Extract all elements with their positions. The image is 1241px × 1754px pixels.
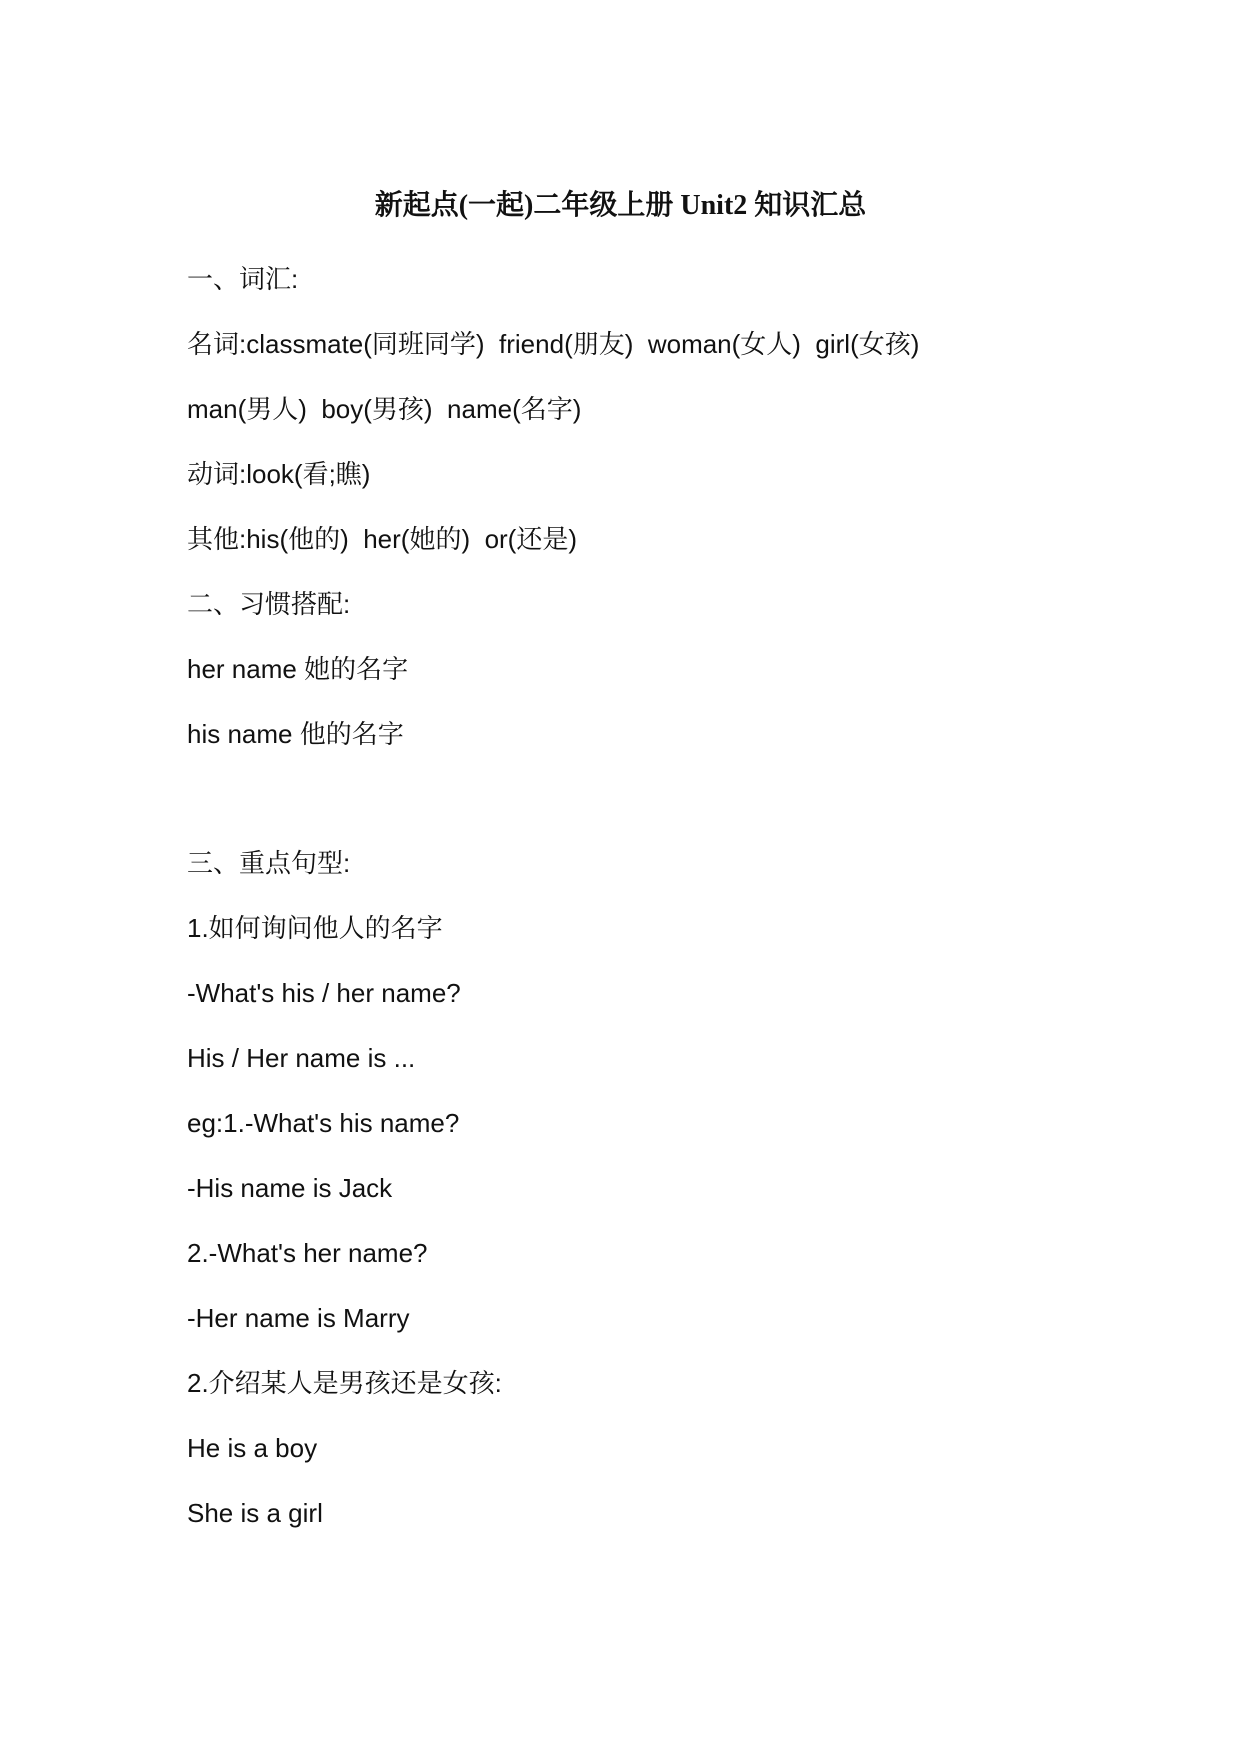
- example-1-question: eg:1.-What's his name?: [187, 1108, 460, 1138]
- example-2-question: 2.-What's her name?: [187, 1238, 428, 1268]
- pattern-2-heading: 2.介绍某人是男孩还是女孩:: [187, 1368, 502, 1398]
- pattern-2-line: He is a boy: [187, 1433, 318, 1463]
- nouns-line-2: man(男人) boy(男孩) name(名字): [187, 394, 582, 424]
- pattern-1-answer: His / Her name is ...: [187, 1043, 416, 1073]
- pattern-2-line: She is a girl: [187, 1498, 323, 1528]
- collocations-heading: 二、习惯搭配:: [187, 589, 351, 619]
- example-2-answer: -Her name is Marry: [187, 1303, 410, 1333]
- nouns-line-1: 名词:classmate(同班同学) friend(朋友) woman(女人) girl(女孩): [187, 329, 920, 359]
- document-title: 新起点(一起)二年级上册 Unit2 知识汇总: [374, 190, 867, 221]
- patterns-heading: 三、重点句型:: [187, 848, 351, 878]
- example-1-answer: -His name is Jack: [187, 1173, 393, 1203]
- others-line: 其他:his(他的) her(她的) or(还是): [187, 524, 578, 554]
- vocab-heading: 一、词汇:: [187, 264, 299, 294]
- verbs-line: 动词:look(看;瞧): [187, 459, 371, 489]
- pattern-1-heading: 1.如何询问他人的名字: [187, 913, 443, 943]
- collocation-item: her name 她的名字: [187, 654, 409, 684]
- collocation-item: his name 他的名字: [187, 719, 404, 749]
- pattern-1-question: -What's his / her name?: [187, 978, 461, 1008]
